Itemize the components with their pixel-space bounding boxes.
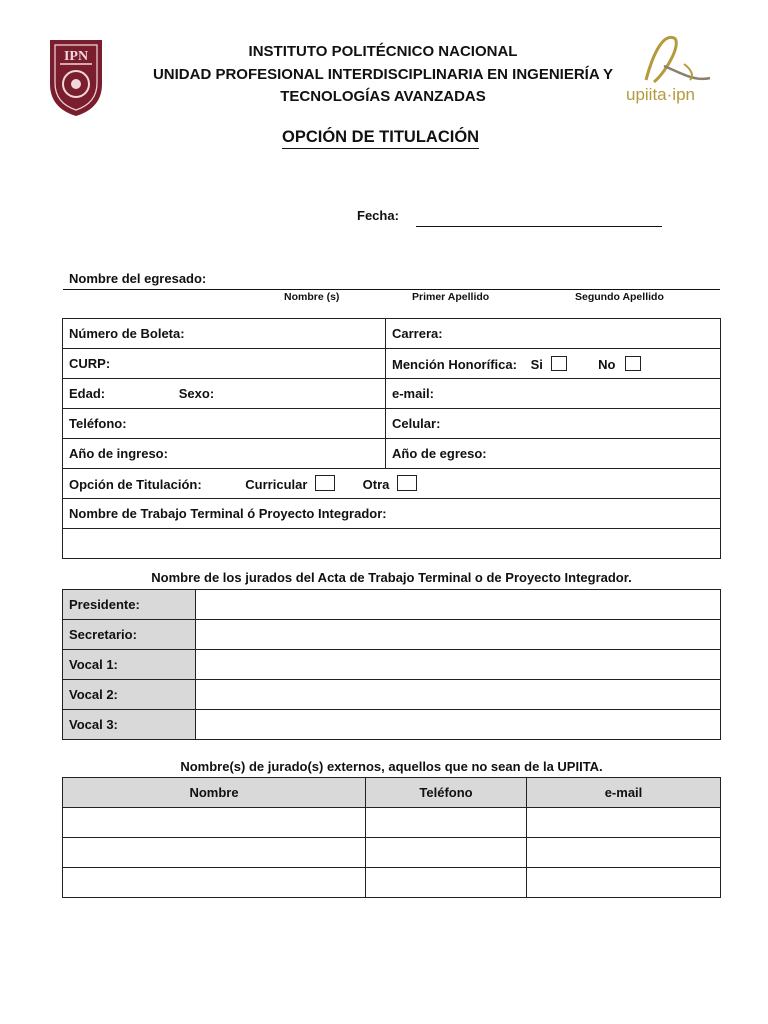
- externo-telefono-field[interactable]: [366, 808, 527, 838]
- jurado-name-field[interactable]: [196, 680, 721, 710]
- svg-text:upiita·ipn: upiita·ipn: [626, 85, 695, 104]
- externo-nombre-field[interactable]: [63, 808, 366, 838]
- externo-telefono-field[interactable]: [366, 868, 527, 898]
- trabajo-terminal-field[interactable]: [63, 529, 721, 559]
- anio-egreso-cell[interactable]: [386, 439, 721, 469]
- student-data-table: [62, 318, 721, 559]
- carrera-cell[interactable]: [386, 319, 721, 349]
- mencion-no-checkbox[interactable]: [625, 356, 641, 371]
- email-label: e-mail:: [392, 386, 434, 401]
- sub-label-primer-apellido: Primer Apellido: [412, 291, 490, 303]
- col-header-email: e-mail: [527, 778, 721, 808]
- trabajo-terminal-label: Nombre de Trabajo Terminal ó Proyecto Integrador:: [69, 506, 387, 521]
- table-row: [63, 469, 721, 499]
- telefono-label: Teléfono:: [69, 416, 127, 431]
- externo-telefono-field[interactable]: [366, 838, 527, 868]
- otra-label: Otra: [362, 477, 390, 492]
- mencion-si-label: Si: [530, 356, 543, 372]
- upiita-logo: [624, 30, 724, 106]
- opcion-cell: [63, 469, 721, 499]
- fecha-label: Fecha:: [357, 208, 399, 223]
- opcion-label: Opción de Titulación:: [69, 477, 202, 492]
- externo-email-field[interactable]: [527, 868, 721, 898]
- jurado-role: Vocal 2:: [63, 680, 196, 710]
- trabajo-terminal-label-cell: [63, 499, 721, 529]
- col-header-telefono: Teléfono: [366, 778, 527, 808]
- table-row: [63, 349, 721, 379]
- boleta-label: Número de Boleta:: [69, 326, 185, 341]
- curp-label: CURP:: [69, 356, 111, 371]
- col-header-nombre: Nombre: [63, 778, 366, 808]
- institution-name: INSTITUTO POLITÉCNICO NACIONAL: [248, 43, 518, 60]
- ipn-logo: [44, 34, 108, 118]
- jurado-name-field[interactable]: [196, 590, 721, 620]
- table-row: [63, 838, 721, 868]
- fecha-field[interactable]: [416, 226, 662, 227]
- mencion-no-label: No: [598, 356, 616, 372]
- table-row: [63, 590, 721, 620]
- carrera-label: Carrera:: [392, 326, 443, 341]
- table-row: [63, 529, 721, 559]
- celular-label: Celular:: [392, 416, 441, 431]
- table-row: [63, 379, 721, 409]
- celular-cell[interactable]: [386, 409, 721, 439]
- sexo-label: Sexo:: [178, 386, 215, 401]
- table-row: [63, 808, 721, 838]
- jurado-name-field[interactable]: [196, 620, 721, 650]
- jurado-role: Vocal 1:: [63, 650, 196, 680]
- mencion-cell: [386, 349, 721, 379]
- curricular-checkbox[interactable]: [315, 475, 335, 491]
- jurado-role: Presidente:: [63, 590, 196, 620]
- jurado-role: Vocal 3:: [63, 710, 196, 740]
- externo-email-field[interactable]: [527, 808, 721, 838]
- externos-caption: Nombre(s) de jurado(s) externos, aquellos que no sean de la UPIITA.: [180, 759, 603, 774]
- telefono-cell[interactable]: [63, 409, 386, 439]
- externos-table: [62, 777, 721, 898]
- egresado-label: Nombre del egresado:: [69, 271, 207, 286]
- curp-cell[interactable]: [63, 349, 386, 379]
- edad-label: Edad:: [69, 386, 106, 401]
- otra-checkbox[interactable]: [397, 475, 417, 491]
- curricular-label: Curricular: [245, 477, 308, 492]
- jurado-name-field[interactable]: [196, 650, 721, 680]
- mencion-si-checkbox[interactable]: [551, 356, 567, 371]
- table-row: [63, 409, 721, 439]
- svg-text:IPN: IPN: [63, 49, 89, 64]
- table-row: [63, 680, 721, 710]
- sub-label-nombre: Nombre (s): [284, 291, 340, 303]
- table-header-row: [63, 778, 721, 808]
- unit-name-line1: UNIDAD PROFESIONAL INTERDISCIPLINARIA EN INGENIERÍA Y: [152, 66, 614, 83]
- table-row: [63, 319, 721, 349]
- anio-egreso-label: Año de egreso:: [392, 446, 487, 461]
- externo-email-field[interactable]: [527, 838, 721, 868]
- sub-label-segundo-apellido: Segundo Apellido: [575, 291, 664, 303]
- mencion-label: Mención Honorífica:: [392, 356, 517, 372]
- boleta-cell[interactable]: [63, 319, 386, 349]
- anio-ingreso-label: Año de ingreso:: [69, 446, 168, 461]
- table-row: [63, 650, 721, 680]
- table-row: [63, 868, 721, 898]
- anio-ingreso-cell[interactable]: [63, 439, 386, 469]
- table-row: [63, 620, 721, 650]
- jurado-name-field[interactable]: [196, 710, 721, 740]
- externo-nombre-field[interactable]: [63, 838, 366, 868]
- externo-nombre-field[interactable]: [63, 868, 366, 898]
- edad-sexo-cell[interactable]: [63, 379, 386, 409]
- email-cell[interactable]: [386, 379, 721, 409]
- jurados-caption: Nombre de los jurados del Acta de Trabajo Terminal o de Proyecto Integrador.: [151, 570, 632, 585]
- page-title: OPCIÓN DE TITULACIÓN: [282, 128, 479, 149]
- unit-name-line2: TECNOLOGÍAS AVANZADAS: [280, 88, 486, 105]
- jurado-role: Secretario:: [63, 620, 196, 650]
- table-row: [63, 499, 721, 529]
- table-row: [63, 439, 721, 469]
- table-row: [63, 710, 721, 740]
- jurados-table: [62, 589, 721, 740]
- egresado-field[interactable]: [63, 289, 720, 290]
